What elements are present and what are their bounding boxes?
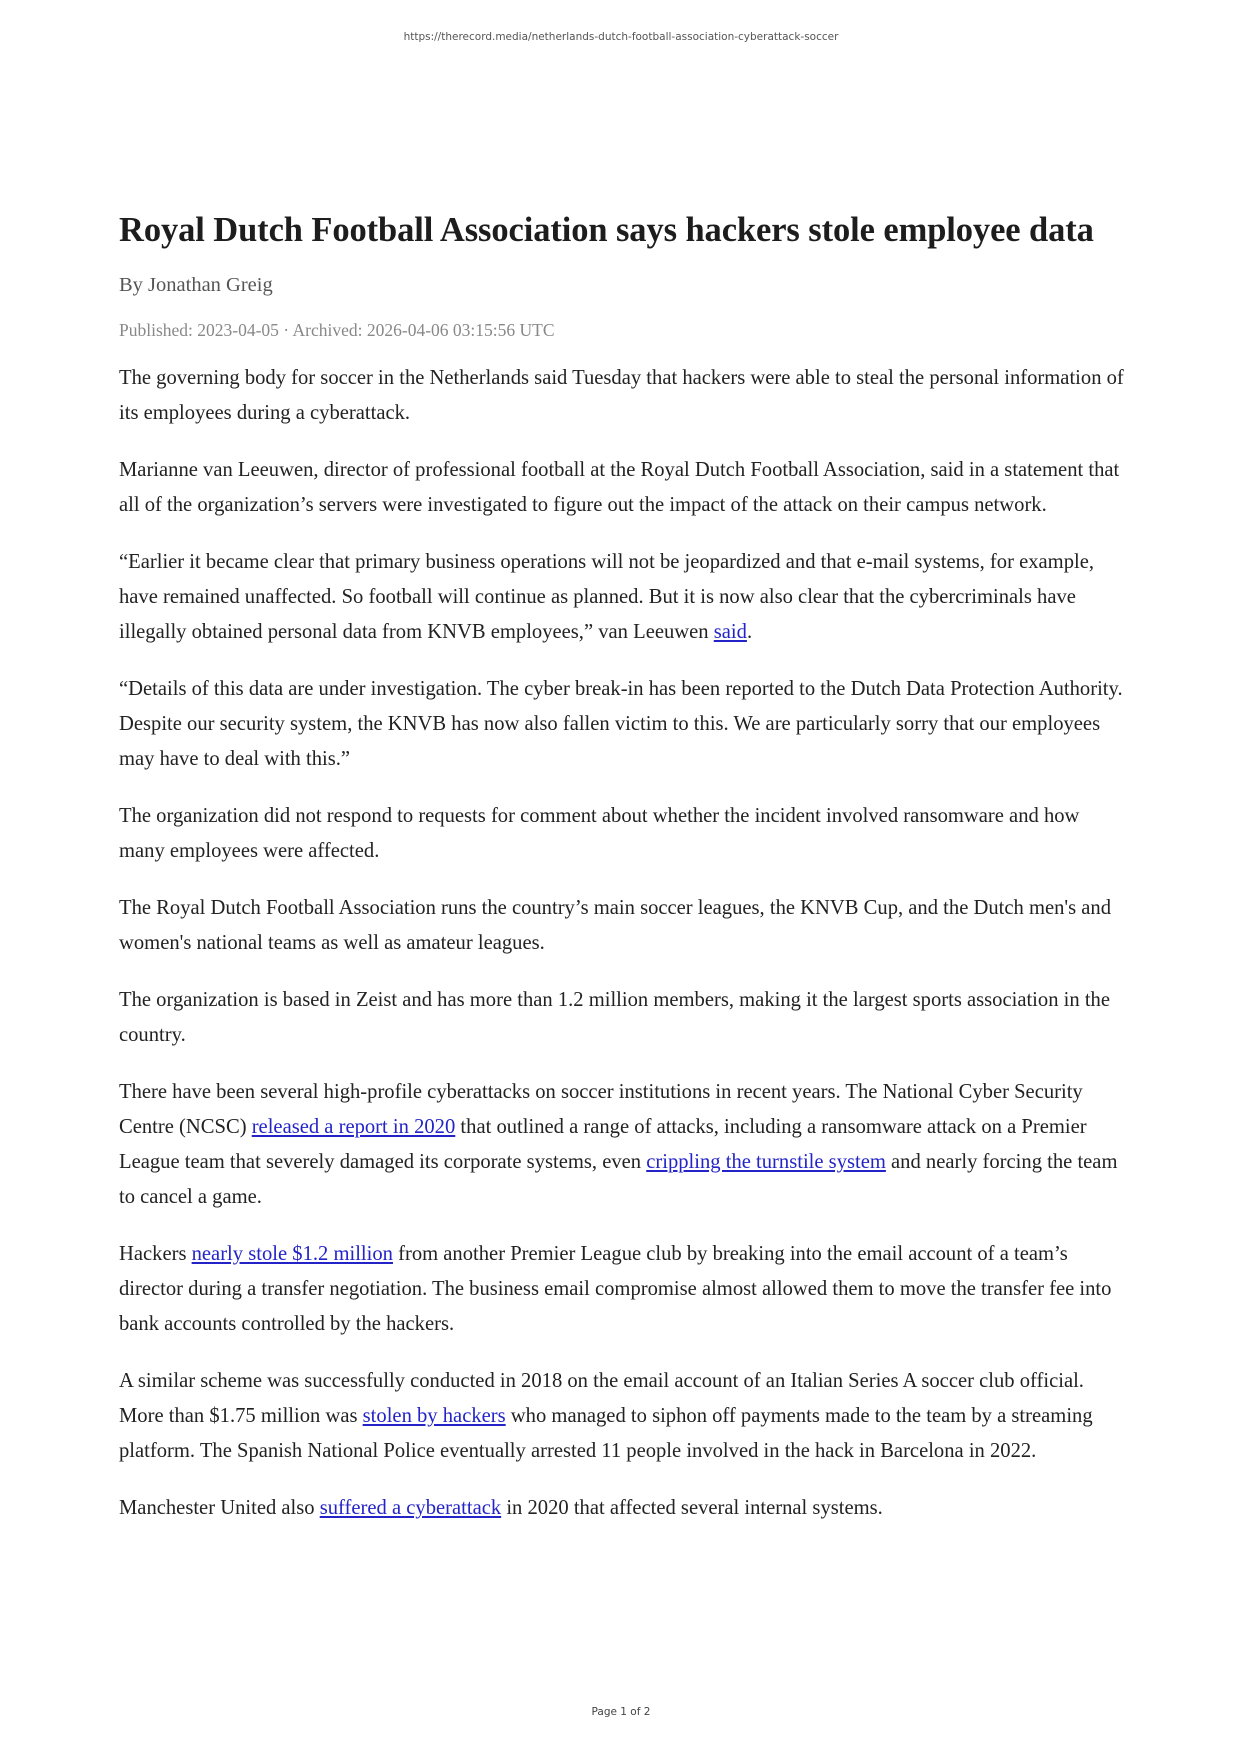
- article-paragraph: [119, 672, 1129, 777]
- inline-link[interactable]: suffered a cyberattack: [319, 1497, 502, 1519]
- publish-meta: Published: 2023-04-05 · Archived: 2026-04-06 03:15:56 UTC: [119, 320, 555, 340]
- article-paragraph: [119, 453, 1129, 523]
- paragraph-text: from another Premier League club by breaking into the email account of a team’s director during a transfer negotiation. The business email compromise almost allowed them to move the transfer fee into bank accounts controlled by the hackers.: [119, 1243, 1112, 1335]
- article-paragraph: [119, 545, 1129, 650]
- paragraph-text: The organization did not respond to requests for comment about whether the incident involved ransomware and how many employees were affected.: [119, 805, 1080, 862]
- page-url-header: https://therecord.media/netherlands-dutch-football-association-cyberattack-soccer: [403, 31, 839, 43]
- article-paragraph: [119, 983, 1129, 1053]
- page-number: Page 1 of 2: [591, 1706, 651, 1718]
- inline-link[interactable]: released a report in 2020: [251, 1116, 456, 1138]
- paragraph-text: who managed to siphon off payments made to the team by a streaming platform. The Spanish National Police eventually arrested 11 people involved in the hack in Barcelona in 2022.: [119, 1405, 1093, 1462]
- article-paragraph: [119, 361, 1129, 431]
- article-paragraph: [119, 1364, 1129, 1469]
- paragraph-text: in 2020 that affected several internal systems.: [501, 1497, 883, 1519]
- inline-link[interactable]: stolen by hackers: [362, 1405, 506, 1427]
- article-paragraph: [119, 1237, 1129, 1342]
- paragraph-text: The Royal Dutch Football Association runs the country’s main soccer leagues, the KNVB Cup, and the Dutch men's and women's national teams as well as amateur leagues.: [119, 897, 1112, 954]
- paragraph-text: “Details of this data are under investigation. The cyber break-in has been reported to the Dutch Data Protection Authority. Despite our security system, the KNVB has now also fallen victim to this. We are particularly sorry that our employees may have to deal with this.”: [119, 678, 1123, 770]
- article-title: Royal Dutch Football Association says hackers stole employee data: [119, 211, 1094, 249]
- article: [119, 208, 1129, 1548]
- paragraph-text: Hackers: [119, 1243, 192, 1265]
- paragraph-text: “Earlier it became clear that primary business operations will not be jeopardized and that e-mail systems, for example, have remained unaffected. So football will continue as planned. But it is now also clear that the cybercriminals have illegally obtained personal data from KNVB employees,” van Leeuwen: [119, 551, 1094, 643]
- paragraph-text: The governing body for soccer in the Netherlands said Tuesday that hackers were able to steal the personal information of its employees during a cyberattack.: [119, 367, 1124, 424]
- byline: By Jonathan Greig: [119, 274, 273, 296]
- paragraph-text: The organization is based in Zeist and has more than 1.2 million members, making it the largest sports association in the country.: [119, 989, 1110, 1046]
- paragraph-text: that outlined a range of attacks, including a ransomware attack on a Premier League team that severely damaged its corporate systems, even: [119, 1116, 1087, 1173]
- article-paragraph: [119, 1075, 1129, 1215]
- paragraph-text: and nearly forcing the team to cancel a game.: [119, 1151, 1118, 1208]
- article-paragraph: [119, 799, 1129, 869]
- paragraph-text: .: [746, 621, 753, 643]
- paragraph-text: Marianne van Leeuwen, director of professional football at the Royal Dutch Football Association, said in a statement that all of the organization’s servers were investigated to figure out the impact of the attack on their campus network.: [119, 459, 1120, 516]
- paragraph-text: A similar scheme was successfully conducted in 2018 on the email account of an Italian Series A soccer club official. More than $1.75 million was: [119, 1370, 1084, 1427]
- article-paragraph: [119, 891, 1129, 961]
- inline-link[interactable]: crippling the turnstile system: [646, 1151, 886, 1173]
- paragraph-text: There have been several high-profile cyberattacks on soccer institutions in recent years. The National Cyber Security Centre (NCSC): [119, 1081, 1083, 1138]
- article-body: [119, 361, 1129, 1526]
- inline-link[interactable]: nearly stole $1.2 million: [191, 1243, 393, 1265]
- inline-link[interactable]: said: [713, 621, 747, 643]
- paragraph-text: Manchester United also: [119, 1497, 320, 1519]
- article-paragraph: [119, 1491, 1129, 1526]
